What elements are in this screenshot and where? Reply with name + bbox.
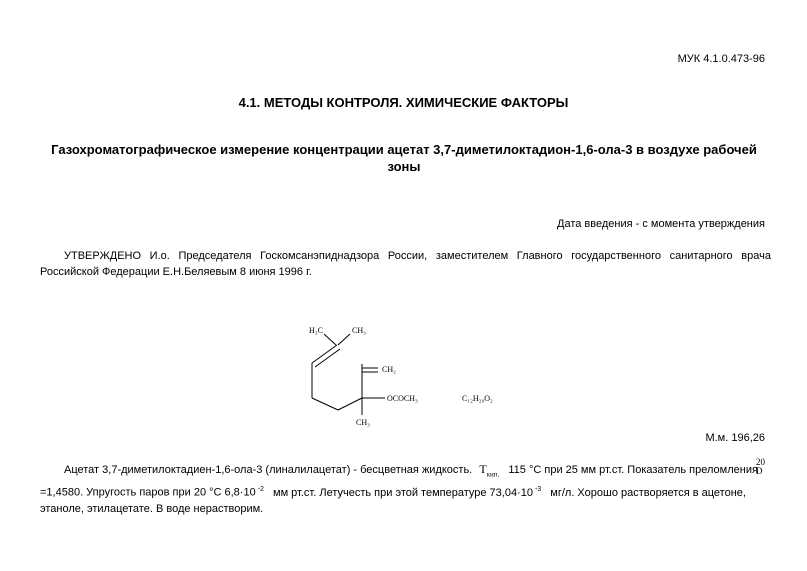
description-text-2c: мг/л. Хорошо растворяется в ацетоне, bbox=[550, 486, 746, 499]
h3c-label: H₃C bbox=[309, 326, 323, 335]
ch3-top-label: CH₃ bbox=[352, 326, 366, 335]
refractive-index-symbol: 20 D bbox=[756, 457, 765, 476]
section-heading: 4.1. МЕТОДЫ КОНТРОЛЯ. ХИМИЧЕСКИЕ ФАКТОРЫ bbox=[238, 95, 569, 110]
ch3-bottom-label: CH₃ bbox=[356, 418, 370, 427]
document-title: Газохроматографическое измерение концентрации ацетат 3,7-диметилоктадион-1,6-ола-3 в воздухе рабочей зоны bbox=[51, 142, 757, 174]
description-line-2 bbox=[40, 486, 771, 499]
molecular-weight: М.м. 196,26 bbox=[705, 432, 765, 444]
molecular-formula: C₁₂H₂₀O₂ bbox=[462, 394, 493, 403]
introduction-date: Дата введения - с момента утверждения bbox=[557, 218, 765, 230]
exponent-2: -3 bbox=[534, 486, 542, 493]
structural-formula bbox=[290, 318, 520, 430]
ococh3-label: OCOCH₃ bbox=[387, 394, 418, 403]
description-text-2b: мм рт.ст. Летучесть при этой температуре 73,04·10 bbox=[273, 486, 533, 499]
description-line-3: этаноле, этилацетате. В воде нерастворим. bbox=[40, 503, 264, 515]
description-text-1a: Ацетат 3,7-диметилоктадиен-1,6-ола-3 (линалилацетат) - бесцветная жидкость. bbox=[64, 464, 473, 476]
document-code: МУК 4.1.0.473-96 bbox=[677, 53, 765, 65]
description-line-1 bbox=[40, 457, 771, 479]
boiling-temperature-symbol: $T_{кип.}$ bbox=[479, 462, 500, 479]
description-text-1b: 115 °С при 25 мм рт.ст. Показатель преломления bbox=[508, 464, 758, 476]
exponent-1: -2 bbox=[257, 486, 264, 493]
description-text-2a: =1,4580. Упругость паров при 20 °С 6,8·10 bbox=[40, 486, 256, 499]
ch2-label: CH₂ bbox=[382, 365, 396, 374]
approval-paragraph: УТВЕРЖДЕНО И.о. Председателя Госкомсанэпиднадзора России, заместителем Главного государственного санитарного врача Российской Федерации Е.Н.Беляевым 8 июня 1996 г. bbox=[40, 250, 771, 278]
